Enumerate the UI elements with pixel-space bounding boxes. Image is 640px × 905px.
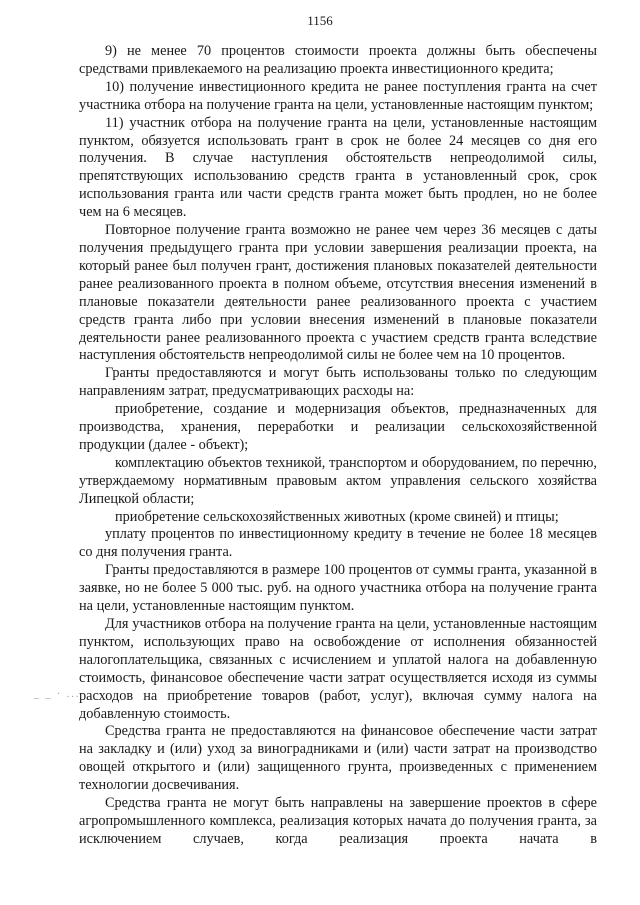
paragraph-completion-exclusion: Средства гранта не могут быть направлены на завершение проектов в сфере агропромышленного комплекса, реализация которых начата до получения гранта, за исключением случаев, когда реализация проекта начата в — [79, 795, 597, 847]
paragraph-direction-equipment: комплектацию объектов техникой, транспортом и оборудованием, по перечню, утверждаемому нормативным правовым актом управления сельского хозяйства Липецкой области; — [79, 454, 597, 507]
paragraph-vineyards-exclusion: Средства гранта не предоставляются на финансовое обеспечение части затрат на закладку и (или) уход за виноградниками и (или) части затрат на производство овощей открытого и (или) защищенного грунта, произведенных с применением технологии досвечивания. — [79, 723, 597, 794]
paragraph-item-11: 11) участник отбора на получение гранта на цели, установленные настоящим пунктом, обязуется использовать грант в срок не более 24 месяцев со дня его получения. В случае наступления обстоятельств непреодолимой силы, препятствующих использованию средств гранта в установленный срок, срок использования гранта или части средств гранта может быть продлен, но не более чем на 6 месяцев. — [79, 114, 597, 221]
paragraph-direction-animals: приобретение сельскохозяйственных животных (кроме свиней) и птицы; — [115, 508, 559, 525]
paragraph-direction-objects: приобретение, создание и модернизация объектов, предназначенных для производства, хранения, переработки и реализации сельскохозяйственной продукции (далее - объект); — [79, 401, 597, 453]
paragraph-grant-amount: Гранты предоставляются в размере 100 процентов от суммы гранта, указанной в заявке, но не более 5 000 тыс. руб. на одного участника отбора на получение гранта на цели, установленные настоящим пунктом. — [79, 562, 597, 615]
page-number: 1156 — [307, 13, 333, 28]
paragraph-direction-interest: уплату процентов по инвестиционному кредиту в течение не более 18 месяцев со дня получения гранта. — [79, 526, 597, 561]
paragraph-repeat-grant: Повторное получение гранта возможно не ранее чем через 36 месяцев с даты получения предыдущего гранта при условии завершения реализации проекта, на который ранее был получен грант, достижения плановых показателей деятельности ранее реализованного проекта в полном объеме, отсутствия внесения изменений в плановые показатели деятельности ранее реализованного проекта с участием средств гранта либо при условии внесения изменений в плановые показатели деятельности ранее реализованного проекта с участием средств гранта вследствие наступления обстоятельств непреодолимой силы не более чем на 10 процентов. — [79, 222, 597, 364]
margin-mark: _ _ · ... — [34, 689, 81, 700]
document-body — [79, 43, 597, 849]
paragraph-grant-directions: Гранты предоставляются и могут быть использованы только по следующим направлениям затрат, предусматривающих расходы на: — [79, 365, 597, 400]
paragraph-vat-exemption: Для участников отбора на получение гранта на цели, установленные настоящим пунктом, использующих право на освобождение от исполнения обязанностей налогоплательщика, связанных с исчислением и уплатой налога на добавленную стоимость, финансовое обеспечение части затрат осуществляется исходя из суммы расходов на приобретение товаров (работ, услуг), включая сумму налога на добавленную стоимость. — [79, 616, 597, 722]
paragraph-item-10: 10) получение инвестиционного кредита не ранее поступления гранта на счет участника отбора на получение гранта на цели, установленные настоящим пунктом; — [79, 78, 597, 113]
paragraph-item-9: 9) не менее 70 процентов стоимости проекта должны быть обеспечены средствами привлекаемого на реализацию проекта инвестиционного кредита; — [79, 43, 597, 77]
